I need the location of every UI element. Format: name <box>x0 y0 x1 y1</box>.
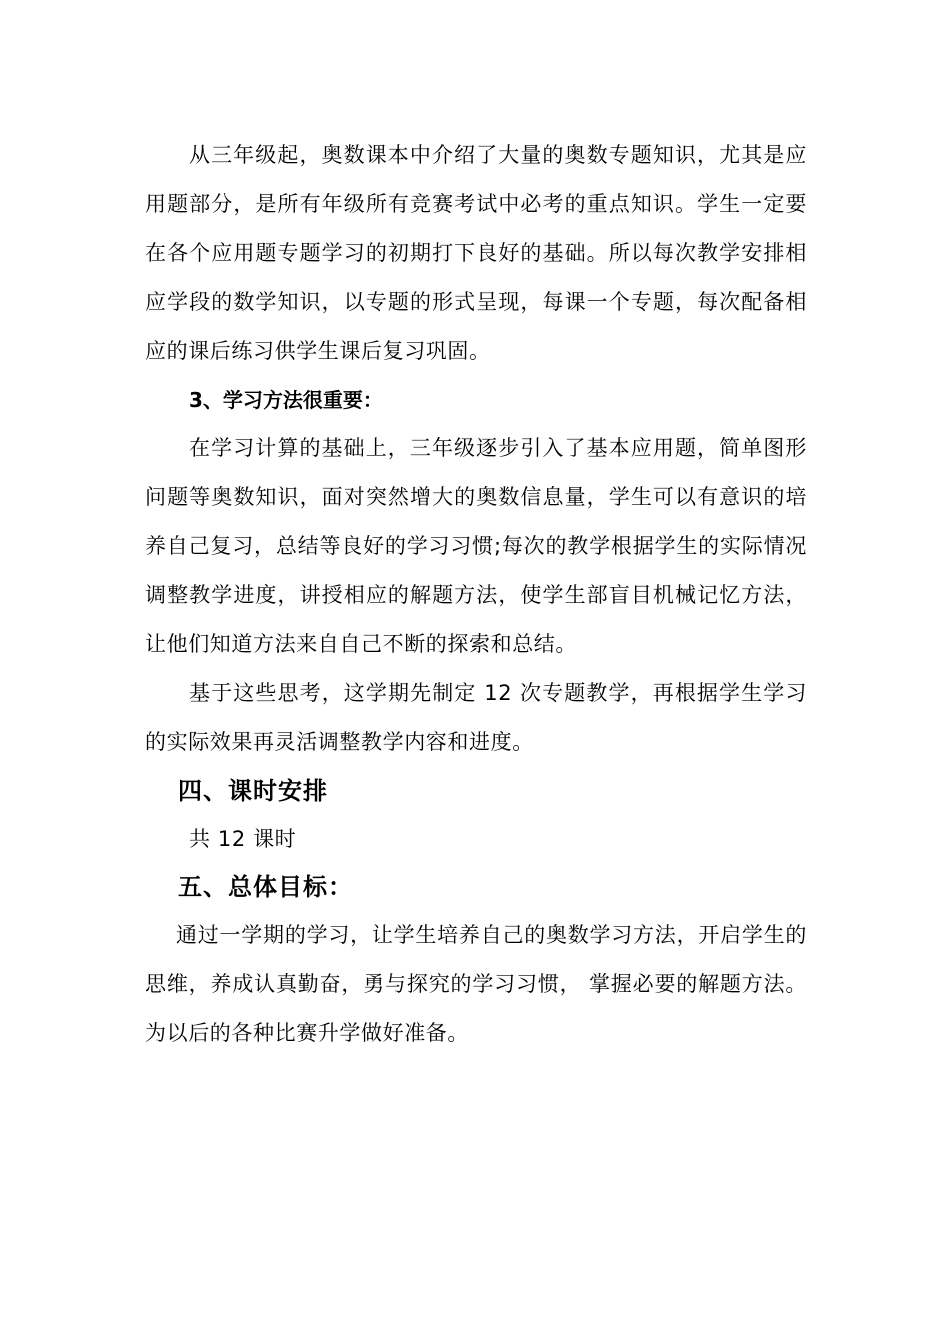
paragraph-intro: 从三年级起，奥数课本中介绍了大量的奥数专题知识，尤其是应用题部分，是所有年级所有竞赛考试中必考的重点知识。学生一定要在各个应用题专题学习的初期打下良好的基础。所以每次教学安排相应学段的数学知识，以专题的形式呈现，每课一个专题，每次配备相应的课后练习供学生课后复习巩固。 <box>145 143 807 363</box>
paragraph-goals: 通过一学期的学习，让学生培养自己的奥数学习方法，开启学生的思维，养成认真勤奋，勇与探究的学习习惯， 掌握必要的解题方法。为以后的各种比赛升学做好准备。 <box>145 922 807 1045</box>
document-body <box>145 131 807 1058</box>
subheading-study-method: 3、学习方法很重要： <box>189 387 383 412</box>
schedule-text: 共 12 课时 <box>189 826 297 851</box>
section-heading-goals: 五、总体目标： <box>178 872 353 901</box>
paragraph-plan: 基于这些思考，这学期先制定 12 次专题教学，再根据学生学习的实际效果再灵活调整教学内容和进度。 <box>145 680 807 754</box>
section-heading-schedule: 四、课时安排 <box>178 776 328 805</box>
paragraph-study-method: 在学习计算的基础上，三年级逐步引入了基本应用题，简单图形问题等奥数知识，面对突然增大的奥数信息量，学生可以有意识的培养自己复习，总结等良好的学习习惯;每次的教学根据学生的实际情况调整教学进度，讲授相应的解题方法，使学生部盲目机械记忆方法，让他们知道方法来自自己不断的探索和总结。 <box>145 436 807 657</box>
